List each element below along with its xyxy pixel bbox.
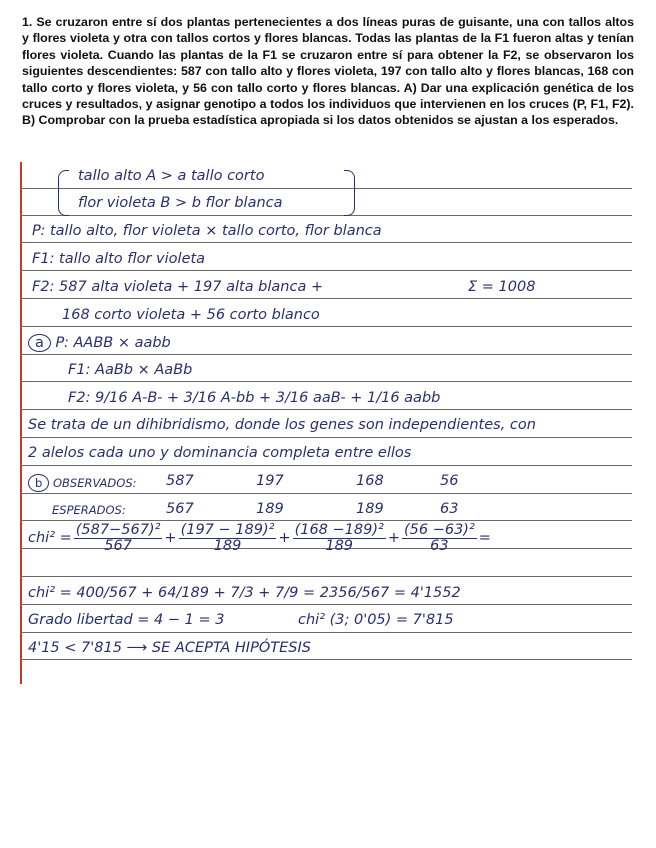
conclusion: 4'15 < 7'815 ⟶ SE ACEPTA HIPÓTESIS	[28, 640, 311, 656]
expected-value: 567	[166, 501, 194, 517]
rule-line	[20, 632, 632, 633]
observed-value: 168	[356, 473, 384, 489]
chi-term: $\frac{\text{(587−567)²}}{567}$	[75, 522, 161, 554]
gene-b-definition: flor violeta B > b flor blanca	[78, 195, 283, 211]
f2-observed-line1: F2: 587 alta violeta + 197 alta blanca +	[32, 279, 324, 295]
chi-square-result: chi² = 400/567 + 64/189 + 7/3 + 7/9 = 2356/567 = 4'1552	[28, 585, 461, 601]
rule-line	[20, 188, 632, 189]
f1-phenotype: F1: tallo alto flor violeta	[32, 251, 206, 267]
critical-value: chi² (3; 0'05) = 7'815	[298, 612, 454, 628]
section-a-row	[28, 334, 171, 352]
f2-observed-line2: 168 corto violeta + 56 corto blanco	[62, 307, 320, 323]
margin-line	[20, 162, 22, 684]
rule-line	[20, 354, 632, 355]
chi-square-formula: chi² = $\frac{\text{(587−567)²}}{567}$ + $\frac{\text{(197 − 189)²}}{189}$ + $\frac{\text{(168 −189)²}}{189}$ + $\frac{\text{(56 −63)²}}{63}$ =	[28, 522, 491, 554]
chi-term: $\frac{\text{(197 − 189)²}}{189}$	[180, 522, 275, 554]
expected-label: ESPERADOS:	[52, 503, 126, 517]
section-a-marker: a	[28, 334, 51, 352]
rule-line	[20, 493, 632, 494]
rule-line	[20, 242, 632, 243]
right-brace	[344, 170, 355, 216]
rule-line	[20, 326, 632, 327]
rule-line	[20, 409, 632, 410]
handwritten-sheet	[0, 162, 656, 687]
rule-line	[20, 659, 632, 660]
f2-ratio: F2: 9/16 A-B- + 3/16 A-bb + 3/16 aaB- + 1/16 aabb	[68, 390, 441, 406]
f1-genotypes: F1: AaBb × AaBb	[68, 362, 193, 378]
expected-value: 63	[440, 501, 459, 517]
observed-value: 587	[166, 473, 194, 489]
rule-line	[20, 270, 632, 271]
expected-value: 189	[356, 501, 384, 517]
section-b-marker: b	[28, 474, 49, 492]
problem-statement: 1. Se cruzaron entre sí dos plantas pertenecientes a dos líneas puras de guisante, una con tallos altos y flores violeta y otra con tallos cortos y flores blancas. Todas las plantas de la F1 fueron altas y tenían flores violeta. Cuando las plantas de la F1 se cruzaron entre sí para obtener la F2, se observaron los siguientes descendientes: 587 con tallo alto y flores violeta, 197 con tallo alto y flores blancas, 168 con tallo corto y flores violeta, y 56 con tallo corto y flores blancas. A) Dar una explicación genética de los cruces y resultados, y asignar genotipo a todos los individuos que intervienen en los cruces (P, F1, F2). B) Comprobar con la prueba estadística apropiada si los datos obtenidos se ajustan a los esperados.	[22, 15, 634, 128]
section-b-row	[28, 474, 137, 492]
explanation-line2: 2 alelos cada uno y dominancia completa entre ellos	[28, 445, 412, 461]
parental-cross: P: tallo alto, flor violeta × tallo corto, flor blanca	[32, 223, 382, 239]
parental-genotypes: P: AABB × aabb	[55, 335, 171, 351]
chi-term: $\frac{\text{(56 −63)²}}{63}$	[403, 522, 475, 554]
rule-line	[20, 576, 632, 577]
rule-line	[20, 465, 632, 466]
observed-value: 197	[256, 473, 284, 489]
observed-label: OBSERVADOS:	[52, 476, 137, 490]
expected-value: 189	[256, 501, 284, 517]
rule-line	[20, 604, 632, 605]
gene-a-definition: tallo alto A > a tallo corto	[78, 168, 265, 184]
rule-line	[20, 215, 632, 216]
left-brace	[58, 170, 69, 216]
f2-total: Σ = 1008	[468, 279, 536, 295]
rule-line	[20, 298, 632, 299]
chi-lhs: chi² =	[28, 530, 72, 546]
degrees-of-freedom: Grado libertad = 4 − 1 = 3	[28, 612, 225, 628]
rule-line	[20, 381, 632, 382]
rule-line	[20, 520, 632, 521]
chi-term: $\frac{\text{(168 −189)²}}{189}$	[294, 522, 384, 554]
observed-value: 56	[440, 473, 459, 489]
rule-line	[20, 437, 632, 438]
explanation-line1: Se trata de un dihibridismo, donde los genes son independientes, con	[28, 417, 536, 433]
